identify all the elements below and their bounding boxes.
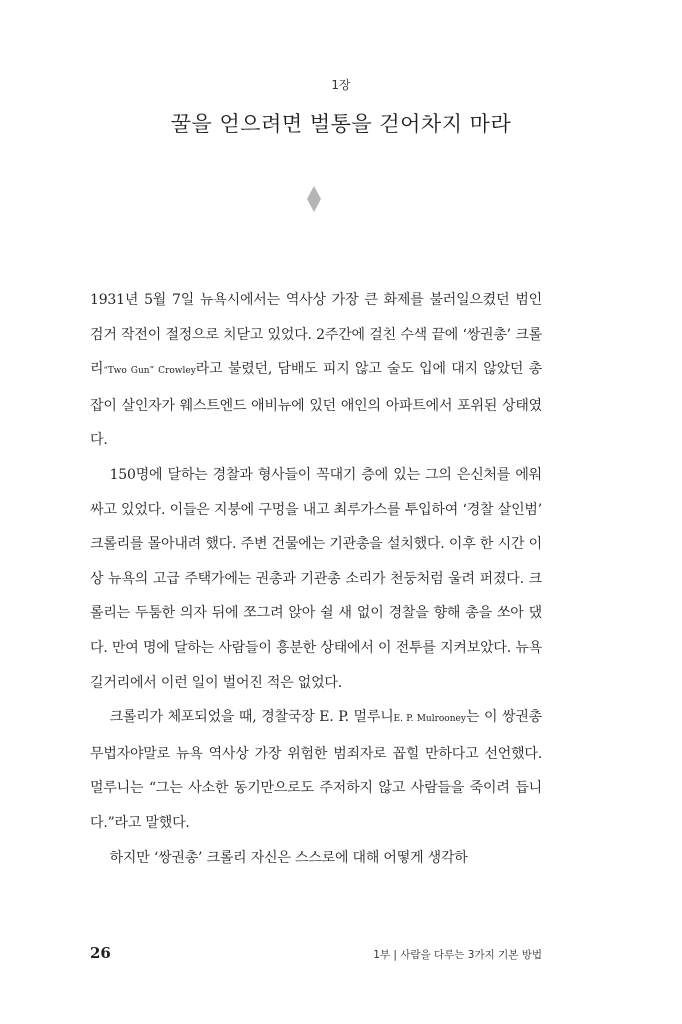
diamond-ornament-icon xyxy=(307,186,321,212)
paragraph: 150명에 달하는 경찰과 형사들이 꼭대기 층에 있는 그의 은신처를 에워싸고 있었다. 이들은 지붕에 구멍을 내고 최루가스를 투입하여 ‘경찰 살인범’ 크롤리를 몰아내려 했다. 주변 건물에는 기관총을 설치했다. 이후 한 시간 이상 뉴욕의 고급 주택가에는 권총과 기관총 소리가 천둥처럼 울려 퍼졌다. 크롤리는 두툼한 의자 뒤에 쪼그려 앉아 쉴 새 없이 경찰을 향해 총을 쏘아 댔다. 만여 명에 달하는 사람들이 흥분한 상태에서 이 전투를 지켜보았다. 뉴욕 길거리에서 이런 일이 벌어진 적은 없었다. xyxy=(90,466,542,691)
chapter-title: 꿀을 얻으려면 벌통을 걷어차지 마라 xyxy=(170,112,512,136)
page-number: 26 xyxy=(90,944,111,962)
english-name-note: E. P. Mulrooney xyxy=(393,714,466,725)
running-head: 1부 | 사람을 다루는 3가지 기본 방법 xyxy=(373,949,542,961)
paragraph-text: 크롤리가 체포되었을 때, 경찰국장 E. P. 멀루니 xyxy=(109,709,394,726)
paragraph: 하지만 ‘쌍권총’ 크롤리 자신은 스스로에 대해 어떻게 생각하 xyxy=(109,849,468,866)
paragraph-text: 1931년 5월 7일 뉴욕시에서는 역사상 가장 큰 화제를 불러일으켰던 범인 검거 작전이 절정으로 치닫고 있었다. 2주간에 걸친 수색 끝에 ‘쌍권총’ 크롤리 xyxy=(90,292,542,378)
english-name-note: “Two Gun” Crowley xyxy=(103,366,196,377)
paragraph xyxy=(90,700,542,840)
paragraph xyxy=(90,283,542,458)
body-text xyxy=(90,283,542,875)
paragraph-text: 라고 불렸던, 담배도 피지 않고 술도 입에 대지 않았던 총잡이 살인자가 웨스트엔드 애비뉴에 있던 애인의 아파트에서 포위된 상태였다. xyxy=(90,361,542,449)
paragraph-text: 는 이 쌍권총 무법자야말로 뉴욕 역사상 가장 위험한 범죄자로 꼽힐 만하다고 선언했다. 멀루니는 “그는 사소한 동기만으로도 주저하지 않고 사람들을 죽이려 듭니다.”라고 말했다. xyxy=(90,709,542,831)
chapter-number: 1장 xyxy=(331,78,351,92)
